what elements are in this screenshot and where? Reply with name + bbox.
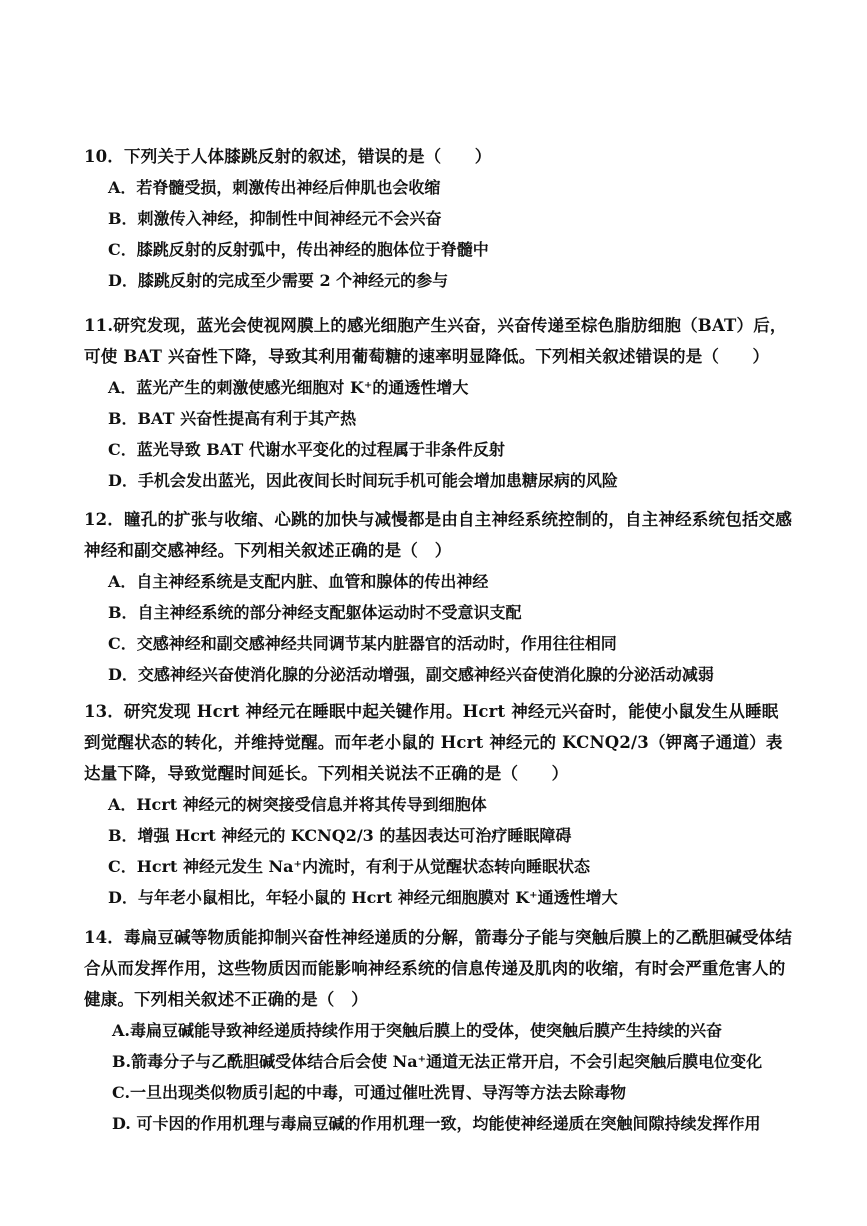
option-b: B．刺激传入神经，抑制性中间神经元不会兴奋 (108, 209, 442, 228)
option-a: A．蓝光产生的刺激使感光细胞对 K⁺的通透性增大 (108, 378, 469, 397)
question-13 (84, 696, 794, 913)
question-stem: 11.研究发现，蓝光会使视网膜上的感光细胞产生兴奋，兴奋传递至棕色脂肪细胞（BAT）后，可使 BAT 兴奋性下降，导致其利用葡萄糖的速率明显降低。下列相关叙述错误的是（ ） (84, 316, 787, 366)
option-b: B．增强 Hcrt 神经元的 KCNQ2/3 的基因表达可治疗睡眠障碍 (108, 826, 572, 845)
question-12 (84, 504, 794, 690)
option-d: D．手机会发出蓝光，因此夜间长时间玩手机可能会增加患糖尿病的风险 (108, 471, 618, 490)
option-a: A．若脊髓受损，刺激传出神经后伸肌也会收缩 (108, 178, 441, 197)
option-b: B.箭毒分子与乙酰胆碱受体结合后会使 Na⁺通道无法正常开启，不会引起突触后膜电位变化 (112, 1052, 763, 1071)
option-b: B．自主神经系统的部分神经支配躯体运动时不受意识支配 (108, 603, 522, 622)
option-c: C．交感神经和副交感神经共同调节某内脏器官的活动时，作用往往相同 (108, 634, 617, 653)
option-c: C．蓝光导致 BAT 代谢水平变化的过程属于非条件反射 (108, 440, 505, 459)
option-d: D．与年老小鼠相比，年轻小鼠的 Hcrt 神经元细胞膜对 K⁺通透性增大 (108, 888, 618, 907)
question-stem: 14．毒扁豆碱等物质能抑制兴奋性神经递质的分解，箭毒分子能与突触后膜上的乙酰胆碱受体结合从而发挥作用，这些物质因而能影响神经系统的信息传递及肌肉的收缩，有时会严重危害人的健康。下列相关叙述不正确的是（ ） (84, 928, 793, 1009)
option-list (84, 172, 794, 296)
option-list (84, 789, 794, 913)
option-a: A．Hcrt 神经元的树突接受信息并将其传导到细胞体 (108, 795, 487, 814)
question-stem: 13．研究发现 Hcrt 神经元在睡眠中起关键作用。Hcrt 神经元兴奋时，能使小鼠发生从睡眠到觉醒状态的转化，并维持觉醒。而年老小鼠的 Hcrt 神经元的 KCNQ2/3（钾离子通道）表达量下降，导致觉醒时间延长。下列相关说法不正确的是（ ） (84, 702, 783, 783)
option-c: C．Hcrt 神经元发生 Na⁺内流时，有利于从觉醒状态转向睡眠状态 (108, 857, 590, 876)
question-stem: 10．下列关于人体膝跳反射的叙述，错误的是（ ） (84, 147, 492, 166)
option-list (84, 1015, 794, 1139)
option-a: A．自主神经系统是支配内脏、血管和腺体的传出神经 (108, 572, 489, 591)
question-10 (84, 141, 794, 296)
option-list (84, 372, 794, 496)
option-c: C.一旦出现类似物质引起的中毒，可通过催吐洗胃、导泻等方法去除毒物 (112, 1083, 627, 1102)
option-b: B．BAT 兴奋性提高有利于其产热 (108, 409, 357, 428)
option-a: A.毒扁豆碱能导致神经递质持续作用于突触后膜上的受体，使突触后膜产生持续的兴奋 (112, 1021, 722, 1040)
question-11 (84, 310, 794, 496)
option-d: D．交感神经兴奋使消化腺的分泌活动增强，副交感神经兴奋使消化腺的分泌活动减弱 (108, 665, 714, 684)
option-list (84, 566, 794, 690)
option-d: D．膝跳反射的完成至少需要 2 个神经元的参与 (108, 271, 449, 290)
option-d: D. 可卡因的作用机理与毒扁豆碱的作用机理一致，均能使神经递质在突触间隙持续发挥作用 (112, 1114, 761, 1133)
question-stem: 12．瞳孔的扩张与收缩、心跳的加快与减慢都是由自主神经系统控制的，自主神经系统包括交感神经和副交感神经。下列相关叙述正确的是（ ） (84, 510, 793, 560)
option-c: C．膝跳反射的反射弧中，传出神经的胞体位于脊髓中 (108, 240, 489, 259)
question-14 (84, 922, 794, 1139)
